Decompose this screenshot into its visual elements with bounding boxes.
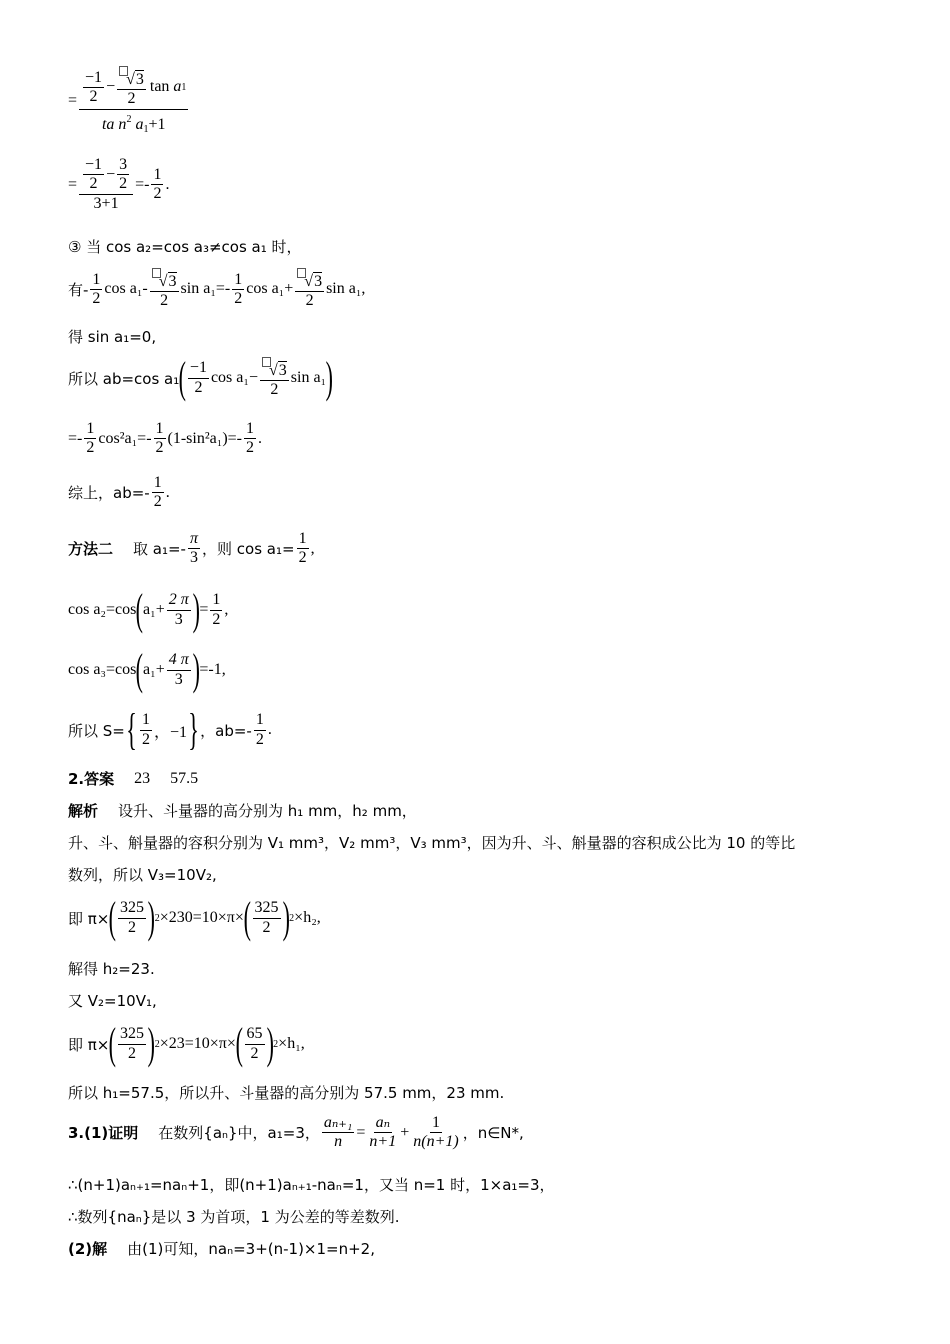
text-segment: =-1, (199, 661, 226, 678)
solution-two-line (68, 1238, 375, 1259)
text-segment: sin a₁ (290, 369, 327, 386)
period: . (165, 483, 170, 501)
denominator: n+1 (369, 1133, 397, 1151)
left-paren: ( (243, 893, 251, 942)
equation-line-11 (68, 645, 226, 694)
denominator-tan: ta n (101, 115, 127, 133)
denominator: 2 (119, 175, 128, 193)
denominator: 3 (174, 610, 183, 628)
numerator: 1 (297, 530, 309, 549)
left-paren: ( (178, 353, 187, 402)
numerator: 1 (154, 420, 166, 439)
text-line-18 (68, 958, 155, 979)
text-line-16 (68, 864, 217, 885)
numerator: 1 (430, 1114, 442, 1133)
numerator: −1 (188, 359, 209, 378)
comma: , (310, 539, 315, 557)
numerator: π (188, 530, 200, 549)
equation-line-2 (68, 156, 169, 213)
superscript: 2 (154, 1038, 160, 1050)
denominator: 2 (127, 90, 136, 108)
equation-line-12 (68, 705, 272, 754)
text-segment: ×h₁, (278, 1035, 305, 1052)
denominator: 2 (141, 730, 150, 748)
superscript: 2 (273, 1038, 279, 1050)
text-line-19 (68, 990, 157, 1011)
numerator: 3 (117, 156, 129, 175)
answer-value: 57.5 (170, 769, 199, 787)
denominator: 2 (262, 918, 271, 936)
numerator: 1 (84, 420, 96, 439)
numerator: aₙ₊₁ (322, 1114, 355, 1133)
text-segment: 所以 ab=cos a₁ (68, 369, 180, 388)
sqrt-value: 3 (314, 273, 323, 290)
method-two-label: 方法二 (68, 540, 114, 559)
text-segment: cos a₃=cos (68, 661, 137, 678)
text-segment: =- (68, 429, 83, 447)
denominator: 3 (174, 670, 183, 688)
numerator: 325 (118, 899, 146, 918)
period: . (165, 175, 170, 193)
placeholder-box-icon (297, 268, 306, 278)
left-brace: { (126, 705, 137, 754)
equals-sign: = (356, 1123, 366, 1141)
left-paren: ( (235, 1019, 243, 1068)
text-segment: cos a₂=cos (68, 601, 137, 618)
denominator: 2 (270, 381, 279, 398)
denominator: 2 (298, 549, 307, 567)
placeholder-box-icon (262, 357, 271, 367)
text-segment: 所以 S= (68, 721, 125, 740)
equation-line-7 (68, 420, 262, 458)
denominator: 2 (255, 730, 264, 748)
numerator: 1 (151, 166, 163, 185)
sqrt-value: 3 (135, 71, 144, 88)
text-segment: 即 π× (68, 909, 110, 928)
superscript: 2 (289, 912, 295, 924)
numerator: 1 (232, 271, 244, 290)
denominator: 2 (153, 493, 162, 511)
text-line-5 (68, 326, 156, 347)
denominator: 2 (128, 918, 137, 936)
analysis-text: 设升、斗量器的高分别为 h₁ mm，h₂ mm， (118, 802, 417, 820)
numerator: aₙ (374, 1114, 392, 1133)
plus-one: +1 (148, 115, 166, 133)
text-segment: 有- (68, 280, 89, 299)
denominator: 2 (246, 439, 254, 457)
variable-a: a (173, 78, 182, 96)
denominator: 2 (250, 1044, 259, 1062)
subscript: 1 (143, 123, 149, 135)
placeholder-box-icon (119, 66, 128, 76)
superscript: 2 (154, 912, 160, 924)
placeholder-box-icon (152, 268, 161, 278)
numerator: 1 (254, 711, 266, 730)
numerator: −1 (83, 69, 104, 88)
numerator: 1 (140, 711, 152, 730)
superscript: 2 (126, 113, 132, 125)
denominator: 2 (155, 439, 164, 457)
minus-sign: − (106, 165, 116, 183)
denominator: 2 (194, 378, 203, 396)
right-paren: ) (147, 893, 156, 942)
solution-text: 由(1)可知，naₙ=3+(n-1)×1=n+2, (127, 1240, 375, 1258)
right-paren: ) (192, 645, 200, 694)
text-segment: ×23=10×π× (159, 1035, 236, 1052)
sqrt-value: 3 (278, 361, 287, 379)
subscript: 1 (181, 81, 187, 93)
solution-label: (2)解 (68, 1240, 108, 1258)
period: . (258, 429, 262, 447)
left-paren: ( (109, 1019, 117, 1068)
case-three-text: ③ 当 cos a₂=cos a₃≠cos a₁ 时， (68, 238, 302, 256)
denominator: n(n+1) (413, 1133, 459, 1151)
numerator: 325 (118, 1025, 146, 1044)
left-paren: ( (136, 585, 144, 634)
equation-line-8 (68, 474, 170, 512)
equation-line-20 (68, 1019, 305, 1068)
arithmetic-sequence-text: ∴数列{naₙ}是以 3 为首项，1 为公差的等差数列. (68, 1208, 400, 1226)
text-line-24 (68, 1206, 399, 1227)
denominator: 2 (212, 610, 221, 628)
right-paren: ) (147, 1019, 156, 1068)
compound-fraction (79, 156, 133, 213)
comma: , (224, 601, 229, 618)
text-segment: ，则 cos a₁= (202, 540, 295, 559)
numerator: 1 (244, 420, 256, 439)
text-segment: cos a₁- (104, 280, 148, 298)
v2-relation-text: 又 V₂=10V₁, (68, 992, 157, 1010)
left-paren: ( (136, 645, 144, 694)
numerator: 325 (253, 899, 281, 918)
equals-sign: =- (135, 175, 150, 193)
equation-line-1 (68, 66, 190, 135)
denominator: 2 (153, 185, 162, 203)
summary-text: 综上，ab=- (68, 484, 150, 503)
denominator: 2 (92, 289, 101, 307)
equation-line-17 (68, 893, 321, 942)
text-segment: 取 a₁=- (133, 540, 186, 559)
sequence-text: 数列，所以 V₃=10V₂, (68, 866, 217, 884)
text-segment: ×h₂, (294, 909, 321, 926)
right-paren: ) (325, 353, 334, 402)
answer-two-line (68, 768, 198, 789)
numerator: 4 π (167, 651, 191, 670)
denominator: 2 (89, 87, 98, 105)
equation-line-6: 所以 ab=cos a₁ ( $\frac{-1}{2}$ cos a₁− $\frac{√3}{2}$ sin a₁ ) (68, 353, 334, 402)
left-paren: ( (109, 893, 117, 942)
denominator: 3+1 (93, 194, 119, 212)
equals-sign: = (199, 601, 209, 618)
text-segment: ，n∈N*, (462, 1124, 524, 1143)
tan-text: tan (149, 78, 170, 96)
text-segment: 即 π× (68, 1035, 110, 1054)
minus-sign: − (106, 78, 116, 96)
denominator: 2 (234, 289, 243, 307)
compound-fraction: $\frac{-1}{2}$ − $\frac{√3}{2}$ tan a 1 ta $n^2$ $a_1+1$ (79, 66, 188, 135)
text-segment: 在数列{aₙ}中，a₁=3， (158, 1124, 320, 1143)
right-paren: ) (282, 893, 290, 942)
equation-line-4: 有- $\frac{1}{2}$ cos a₁- $\frac{√3}{2}$ sin a₁=- $\frac{1}{2}$ cos a₁+ $\frac{√3}{2}$ sin a₁, (68, 268, 365, 311)
proof-label: 3.(1)证明 (68, 1124, 139, 1143)
text-segment: sin a₁, (326, 280, 366, 298)
sqrt-value: 3 (168, 273, 177, 290)
denominator: 2 (160, 292, 169, 310)
text-line-3 (68, 236, 302, 257)
variable-a: a (135, 115, 144, 133)
text-segment: ，ab=- (200, 721, 252, 740)
numerator: 1 (90, 271, 102, 290)
proof-three-line (68, 1114, 524, 1152)
sin-zero-text: 得 sin a₁=0, (68, 328, 157, 346)
equals-sign: = (68, 175, 78, 193)
method-two-line (68, 530, 315, 568)
numerator: 1 (152, 474, 164, 493)
answer-label: 2.答案 (68, 770, 115, 788)
plus-sign: + (400, 1123, 410, 1141)
result-h2-text: 解得 h₂=23. (68, 960, 155, 978)
answer-value: 23 (134, 769, 151, 787)
denominator: 2 (89, 175, 98, 193)
volume-text: 升、斗、斛量器的容积分别为 V₁ mm³，V₂ mm³，V₃ mm³，因为升、斗、斛量器的容积成公比为 10 的等比 (68, 834, 796, 852)
denominator: 3 (189, 549, 198, 567)
right-paren: ) (192, 585, 200, 634)
analysis-label: 解析 (68, 802, 99, 820)
numerator: 1 (210, 591, 222, 610)
right-paren: ) (266, 1019, 274, 1068)
text-segment: ×230=10×π× (159, 909, 244, 926)
denominator: 2 (305, 292, 314, 310)
period: . (267, 721, 272, 738)
equals-sign: = (68, 91, 78, 109)
denominator: 2 (86, 439, 95, 457)
conclusion-text: 所以 h₁=57.5，所以升、斗量器的高分别为 57.5 mm，23 mm. (68, 1084, 505, 1102)
text-segment: cos²a₁=- (98, 429, 152, 447)
numerator: 65 (245, 1025, 265, 1044)
denominator: 2 (128, 1044, 137, 1062)
denominator: n (334, 1133, 343, 1151)
right-brace: } (188, 705, 199, 754)
text-line-23 (68, 1174, 555, 1195)
text-line-15 (68, 832, 795, 853)
set-separator: ，−1 (153, 723, 188, 741)
text-segment: cos a₁− (210, 369, 258, 386)
equation-line-10 (68, 585, 229, 634)
analysis-line (68, 800, 417, 821)
text-segment: a₁+ (143, 601, 165, 618)
recurrence-text: ∴(n+1)aₙ₊₁=naₙ+1，即(n+1)aₙ₊₁-naₙ=1，又当 n=1 时，1×a₁=3， (68, 1176, 555, 1194)
text-segment: sin a₁=- (180, 280, 231, 298)
text-segment: cos a₁+ (246, 280, 294, 298)
text-line-21 (68, 1082, 504, 1103)
numerator: −1 (83, 156, 104, 175)
text-segment: a₁+ (143, 661, 165, 678)
text-segment: (1-sin²a₁)=- (167, 429, 242, 447)
numerator: 2 π (167, 591, 191, 610)
